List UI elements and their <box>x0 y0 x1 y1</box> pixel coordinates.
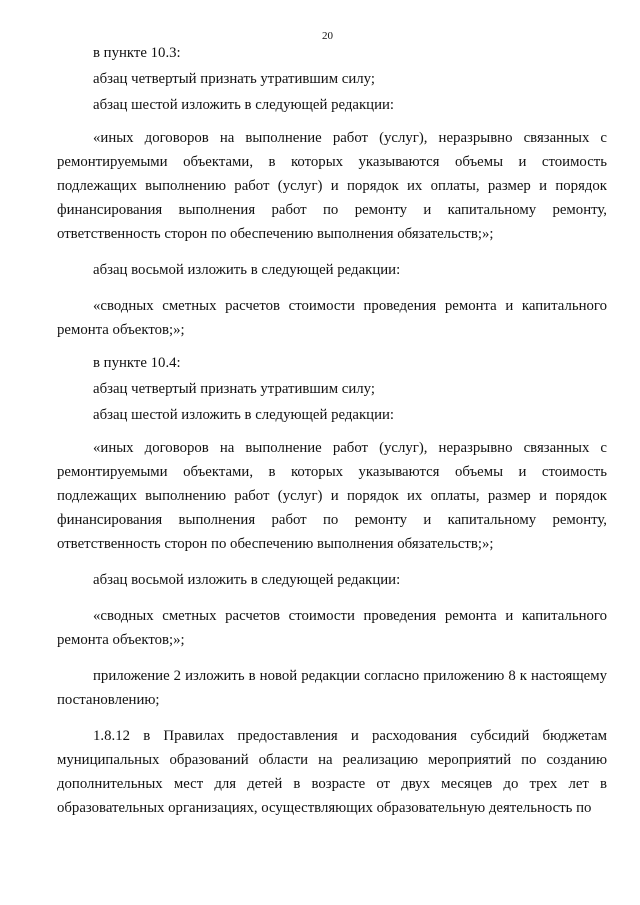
paragraph-quote-estimates-2: «сводных сметных расчетов стоимости проведения ремонта и капитального ремонта объектов;»; <box>57 608 607 648</box>
paragraph-abzac-8-edit: абзац восьмой изложить в следующей редакции: <box>93 262 401 278</box>
paragraph-item-1-8-12: 1.8.12 в Правилах предоставления и расходования субсидий бюджетам муниципальных образований области на реализацию мероприятий по созданию дополнительных мест для детей в возрасте от двух месяцев до трех лет в образовательных организациях, осуществляющих образовательную деятельность по <box>57 728 607 816</box>
page-number: 20 <box>322 30 333 42</box>
paragraph-quote-contracts: «иных договоров на выполнение работ (услуг), неразрывно связанных с ремонтируемыми объектами, в которых указываются объемы и стоимость подлежащих выполнению работ (услуг) и порядок их оплаты, размер и порядок финансирования выполнения работ по ремонту и капитальному ремонту, ответственность сторон по обеспечению выполнения обязательств;»; <box>57 130 607 242</box>
paragraph-appendix-2: приложение 2 изложить в новой редакции согласно приложению 8 к настоящему постановлению; <box>57 668 607 708</box>
paragraph-abzac-4-void: абзац четвертый признать утратившим силу; <box>93 71 375 87</box>
paragraph-item-10-4: в пункте 10.4: <box>93 355 181 371</box>
paragraph-abzac-4-void-2: абзац четвертый признать утратившим силу; <box>93 381 375 397</box>
paragraph-abzac-6-edit-2: абзац шестой изложить в следующей редакции: <box>93 407 395 423</box>
paragraph-abzac-8-edit-2: абзац восьмой изложить в следующей редакции: <box>93 572 401 588</box>
paragraph-item-10-3: в пункте 10.3: <box>93 45 181 61</box>
paragraph-abzac-6-edit: абзац шестой изложить в следующей редакции: <box>93 97 395 113</box>
paragraph-quote-estimates: «сводных сметных расчетов стоимости проведения ремонта и капитального ремонта объектов;»; <box>57 298 607 338</box>
paragraph-quote-contracts-2: «иных договоров на выполнение работ (услуг), неразрывно связанных с ремонтируемыми объектами, в которых указываются объемы и стоимость подлежащих выполнению работ (услуг) и порядок их оплаты, размер и порядок финансирования выполнения работ по ремонту и капитальному ремонту, ответственность сторон по обеспечению выполнения обязательств;»; <box>57 440 607 552</box>
document-body <box>57 41 607 820</box>
